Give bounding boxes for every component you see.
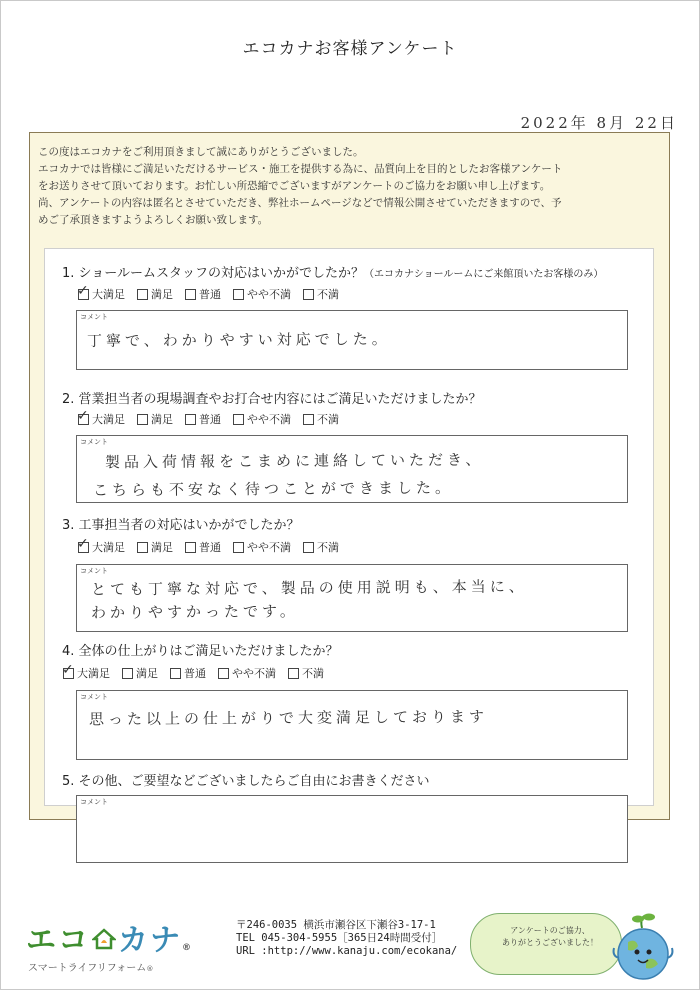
checkbox[interactable] bbox=[137, 414, 148, 425]
checkbox[interactable] bbox=[218, 668, 229, 679]
option-very-satisfied[interactable]: ✓ 大満足 bbox=[77, 535, 125, 554]
thanks-message: アンケートのご協力、 ありがとうございました！ bbox=[502, 926, 598, 947]
checkbox[interactable] bbox=[62, 661, 74, 679]
check-mark-icon: ✓ bbox=[77, 407, 89, 424]
date-day-unit: 日 bbox=[659, 114, 678, 132]
company-logo bbox=[26, 915, 193, 974]
intro-line: この度はエコカナをご利用頂きまして誠にありがとうございました。 bbox=[38, 146, 364, 158]
question-number: 1. bbox=[62, 266, 75, 281]
option-somewhat-dissatisfied[interactable]: やや不満 bbox=[233, 539, 291, 555]
comment-text-line: こちらも不安なく待つことができました。 bbox=[92, 478, 455, 500]
question-text: 工事担当者の対応はいかがでしたか？ bbox=[78, 518, 300, 533]
question-2 bbox=[62, 388, 482, 407]
question-5 bbox=[62, 770, 430, 789]
survey-date bbox=[521, 112, 678, 133]
comment-text: 丁寧で、わかりやすい対応でした。 bbox=[86, 329, 391, 351]
checkbox[interactable] bbox=[185, 414, 196, 425]
question-2-options bbox=[77, 407, 339, 427]
website-url: URL :http://www.kanaju.com/ecokana/ bbox=[236, 945, 458, 957]
checkbox[interactable] bbox=[137, 289, 148, 300]
option-neutral[interactable]: 普通 bbox=[170, 665, 206, 681]
option-satisfied[interactable]: 満足 bbox=[122, 665, 158, 681]
intro-line: めご了承頂きますようよろしくお願い致します。 bbox=[38, 214, 269, 226]
date-year: 2022 bbox=[520, 114, 571, 132]
check-mark-icon: ✓ bbox=[77, 282, 89, 299]
option-neutral[interactable]: 普通 bbox=[185, 539, 221, 555]
checkbox[interactable] bbox=[303, 542, 314, 553]
comment-box-2[interactable] bbox=[76, 435, 628, 503]
question-3 bbox=[62, 514, 300, 533]
question-number: 2. bbox=[62, 392, 75, 407]
option-satisfied[interactable]: 満足 bbox=[137, 286, 173, 302]
check-mark-icon: ✓ bbox=[77, 535, 89, 552]
option-very-satisfied[interactable]: ✓ 大満足 bbox=[77, 407, 125, 426]
checkbox[interactable] bbox=[303, 289, 314, 300]
question-text: ショールームスタッフの対応はいかがでしたか？ bbox=[78, 266, 365, 281]
checkbox[interactable] bbox=[233, 414, 244, 425]
question-text: その他、ご要望などございましたらご自由にお書きください bbox=[78, 774, 430, 789]
globe-mascot-icon bbox=[608, 912, 678, 988]
option-satisfied[interactable]: 満足 bbox=[137, 539, 173, 555]
question-4-options bbox=[62, 661, 324, 681]
option-neutral[interactable]: 普通 bbox=[185, 411, 221, 427]
option-somewhat-dissatisfied[interactable]: やや不満 bbox=[233, 286, 291, 302]
comment-box-1[interactable] bbox=[76, 310, 628, 370]
question-subtext: （エコカナショールームにご来館頂いたお客様のみ） bbox=[364, 269, 604, 280]
checkbox[interactable] bbox=[122, 668, 133, 679]
question-3-options bbox=[77, 535, 339, 555]
question-1-options bbox=[77, 282, 339, 302]
question-number: 4. bbox=[62, 644, 75, 659]
logo-tagline: スマートライフリフォーム® bbox=[28, 963, 154, 974]
checkbox[interactable] bbox=[233, 542, 244, 553]
house-icon bbox=[92, 924, 116, 959]
option-satisfied[interactable]: 満足 bbox=[137, 411, 173, 427]
question-number: 3. bbox=[62, 518, 75, 533]
page-title: エコカナお客様アンケート bbox=[242, 39, 458, 59]
option-somewhat-dissatisfied[interactable]: やや不満 bbox=[233, 411, 291, 427]
question-4 bbox=[62, 640, 339, 659]
checkbox[interactable] bbox=[77, 535, 89, 553]
comment-label: コメント bbox=[80, 313, 108, 321]
checkbox[interactable] bbox=[77, 407, 89, 425]
checkbox[interactable] bbox=[288, 668, 299, 679]
intro-text bbox=[38, 144, 662, 229]
date-month-unit: 月 bbox=[609, 114, 628, 132]
checkbox[interactable] bbox=[185, 542, 196, 553]
comment-label: コメント bbox=[80, 567, 108, 575]
checkbox[interactable] bbox=[170, 668, 181, 679]
checkbox[interactable] bbox=[233, 289, 244, 300]
option-somewhat-dissatisfied[interactable]: やや不満 bbox=[218, 665, 276, 681]
option-neutral[interactable]: 普通 bbox=[185, 286, 221, 302]
option-dissatisfied[interactable]: 不満 bbox=[303, 539, 339, 555]
option-very-satisfied[interactable]: ✓ 大満足 bbox=[77, 282, 125, 301]
comment-text-line: とても丁寧な対応で、製品の使用説明も、本当に、 bbox=[90, 577, 528, 599]
comment-label: コメント bbox=[80, 693, 108, 701]
checkbox[interactable] bbox=[185, 289, 196, 300]
comment-text-line: わかりやすかったです。 bbox=[90, 602, 299, 622]
comment-text-line: 製品入荷情報をこまめに連絡していただき、 bbox=[104, 450, 485, 472]
intro-line: エコカナでは皆様にご満足いただけるサービス・施工を提供する為に、品質向上を目的としたお客様アンケート bbox=[38, 163, 563, 175]
question-text: 全体の仕上がりはご満足いただけましたか？ bbox=[78, 644, 339, 659]
checkbox[interactable] bbox=[77, 282, 89, 300]
question-text: 営業担当者の現場調査やお打合せ内容にはご満足いただけましたか？ bbox=[78, 392, 482, 407]
question-number: 5. bbox=[62, 774, 75, 789]
question-1 bbox=[62, 262, 603, 281]
intro-line: をお送りさせて頂いております。お忙しい所恐縮でございますがアンケートのご協力をお願い申し上げます。 bbox=[38, 180, 551, 192]
comment-box-5[interactable] bbox=[76, 795, 628, 863]
contact-info bbox=[236, 919, 457, 958]
date-month: 8 bbox=[596, 114, 610, 132]
checkbox[interactable] bbox=[303, 414, 314, 425]
option-very-satisfied[interactable]: ✓ 大満足 bbox=[62, 661, 110, 680]
date-year-unit: 年 bbox=[570, 114, 589, 132]
comment-box-3[interactable] bbox=[76, 564, 628, 632]
date-day: 22 bbox=[634, 114, 660, 132]
checkbox[interactable] bbox=[137, 542, 148, 553]
option-dissatisfied[interactable]: 不満 bbox=[288, 665, 324, 681]
comment-label: コメント bbox=[80, 438, 108, 446]
logo-wordmark: エコ カナ® bbox=[26, 923, 193, 958]
phone-number: TEL 045-304-5955［365日24時間受付］ bbox=[236, 932, 443, 944]
option-dissatisfied[interactable]: 不満 bbox=[303, 411, 339, 427]
comment-text: 思った以上の仕上がりで大変満足しております bbox=[88, 707, 489, 729]
postal-address: 〒246-0035 横浜市瀬谷区下瀬谷3-17-1 bbox=[236, 919, 436, 931]
comment-label: コメント bbox=[80, 798, 108, 806]
option-dissatisfied[interactable]: 不満 bbox=[303, 286, 339, 302]
intro-line: 尚、アンケートの内容は匿名とさせていただき、弊社ホームページなどで情報公開させていただきますので、予 bbox=[38, 197, 562, 209]
check-mark-icon: ✓ bbox=[62, 661, 74, 678]
comment-box-4[interactable] bbox=[76, 690, 628, 760]
